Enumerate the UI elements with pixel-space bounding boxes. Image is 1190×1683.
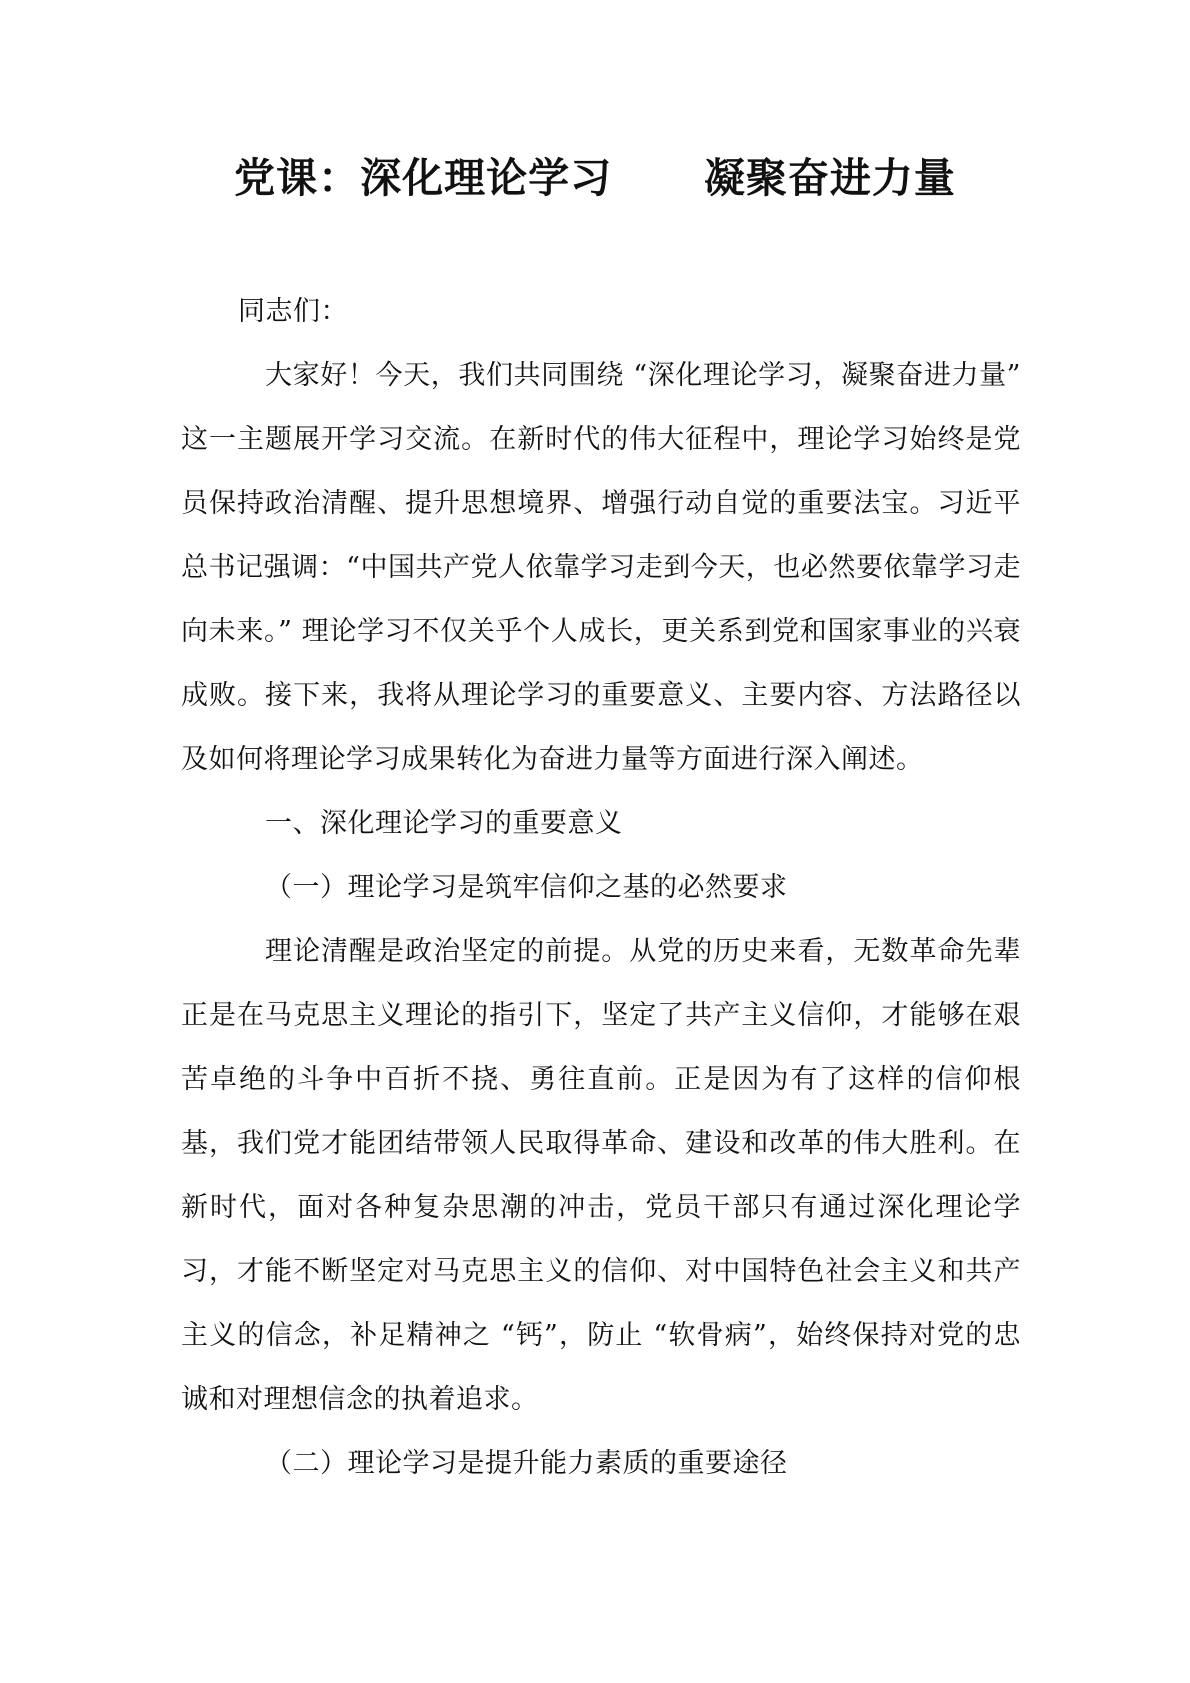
subsection-heading-1: （一）理论学习是筑牢信仰之基的必然要求 — [265, 872, 788, 903]
subsection-1-paragraph: 理论清醒是政治坚定的前提。从党的历史来看，无数革命先辈正是在马克思主义理论的指引下，坚定了共产主义信仰，才能够在艰苦卓绝的斗争中百折不挠、勇往直前。正是因为有了这样的信仰根基，我们党才能团结带领人民取得革命、建设和改革的伟大胜利。在新时代，面对各种复杂思潮的冲击，党员干部只有通过深化理论学习，才能不断坚定对马克思主义的信仰、对中国特色社会主义和共产主义的信念，补足精神之 “钙”，防止 “软骨病”，始终保持对党的忠诚和对理想信念的执着追求。 — [181, 936, 1021, 1415]
salutation: 同志们： — [238, 296, 348, 327]
section-heading-1: 一、深化理论学习的重要意义 — [265, 808, 623, 839]
subsection-heading-2: （二）理论学习是提升能力素质的重要途径 — [265, 1448, 788, 1479]
document-title: 党课：深化理论学习 凝聚奋进力量 — [234, 154, 956, 202]
intro-paragraph: 大家好！今天，我们共同围绕 “深化理论学习，凝聚奋进力量” 这一主题展开学习交流。在新时代的伟大征程中，理论学习始终是党员保持政治清醒、提升思想境界、增强行动自觉的重要法宝。习近平总书记强调：“中国共产党人依靠学习走到今天，也必然要依靠学习走向未来。” 理论学习不仅关乎个人成长，更关系到党和国家事业的兴衰成败。接下来，我将从理论学习的重要意义、主要内容、方法路径以及如何将理论学习成果转化为奋进力量等方面进行深入阐述。 — [181, 360, 1021, 775]
document-body — [181, 280, 1021, 1496]
